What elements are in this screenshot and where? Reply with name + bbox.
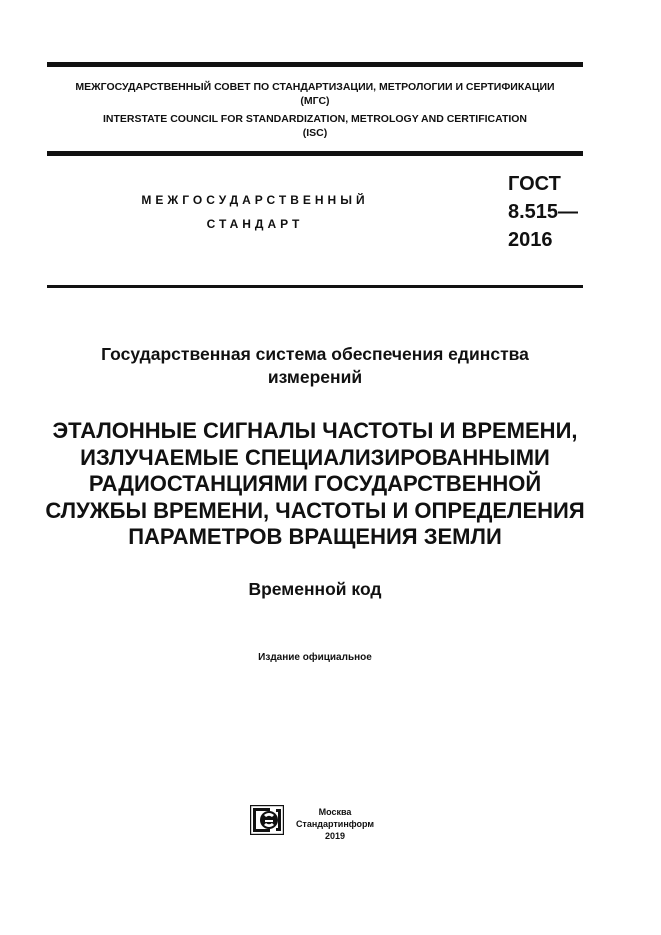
- council-abbr-ru: (МГС): [300, 95, 330, 107]
- middle-rule: [47, 151, 583, 156]
- document-title: [20, 418, 610, 551]
- document-title-line: ПАРАМЕТРОВ ВРАЩЕНИЯ ЗЕМЛИ: [128, 524, 502, 549]
- document-title-line: ЭТАЛОННЫЕ СИГНАЛЫ ЧАСТОТЫ И ВРЕМЕНИ,: [52, 418, 578, 443]
- top-rule: [47, 62, 583, 67]
- standartinform-logo-icon: [250, 805, 284, 835]
- edition-note: Издание официальное: [258, 652, 372, 663]
- council-name-ru-line: МЕЖГОСУДАРСТВЕННЫЙ СОВЕТ ПО СТАНДАРТИЗАЦИИ, МЕТРОЛОГИИ И СЕРТИФИКАЦИИ: [75, 81, 555, 93]
- gost-year: 2016: [508, 229, 553, 251]
- standard-type-label: [110, 188, 400, 236]
- council-name-en-line: INTERSTATE COUNCIL FOR STANDARDIZATION, METROLOGY AND CERTIFICATION: [102, 113, 528, 125]
- gost-designation: [508, 170, 578, 254]
- publisher-year: 2019: [324, 831, 346, 841]
- system-title-line1: Государственная система обеспечения единства: [101, 344, 529, 364]
- system-title-line2: измерений: [267, 367, 363, 387]
- document-title-line: ИЗЛУЧАЕМЫЕ СПЕЦИАЛИЗИРОВАННЫМИ: [80, 444, 550, 470]
- document-title-line: СЛУЖБЫ ВРЕМЕНИ, ЧАСТОТЫ И ОПРЕДЕЛЕНИЯ: [45, 497, 585, 523]
- gost-number: 8.515—: [508, 201, 579, 223]
- document-title-line: РАДИОСТАНЦИЯМИ ГОСУДАРСТВЕННОЙ: [88, 471, 542, 496]
- standard-type-line2: СТАНДАРТ: [206, 217, 304, 231]
- publisher-block: [290, 806, 380, 842]
- council-name-en: [47, 112, 583, 140]
- bottom-rule: [47, 285, 583, 288]
- publisher-city: Москва: [318, 807, 352, 817]
- standard-type-line1: МЕЖГОСУДАРСТВЕННЫЙ: [141, 193, 369, 207]
- gost-prefix: ГОСТ: [508, 173, 561, 195]
- document-subtitle: Временной код: [248, 579, 382, 599]
- publisher-name: Стандартинформ: [295, 819, 375, 829]
- council-abbr-en: (ISC): [302, 127, 328, 139]
- council-name-ru: [47, 80, 583, 108]
- system-title: [47, 343, 583, 389]
